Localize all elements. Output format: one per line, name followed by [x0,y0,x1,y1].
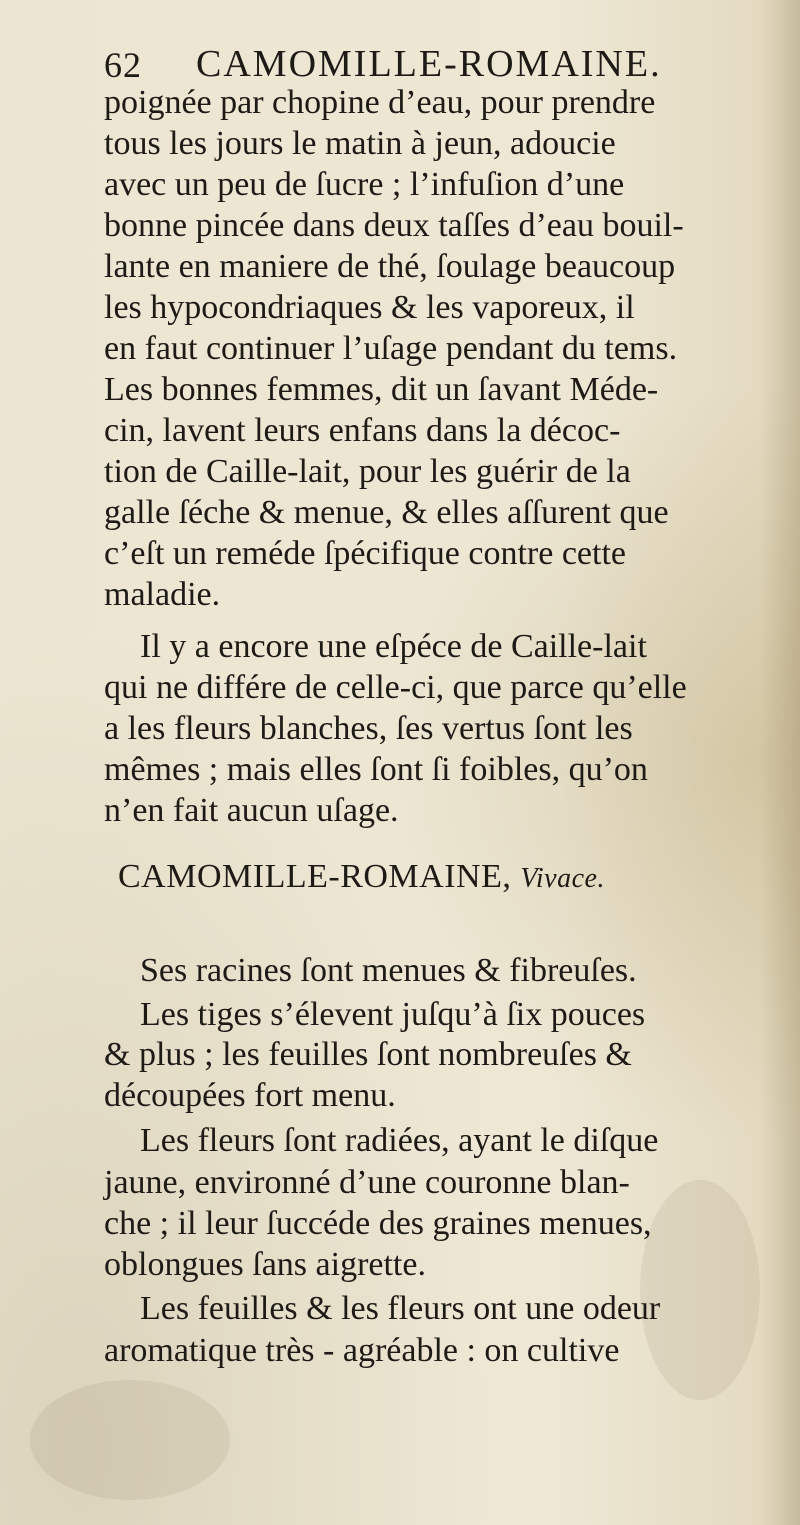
text-line: aromatique très - agréable : on cultive [104,1332,620,1369]
text-line: découpées fort menu. [104,1077,396,1114]
text-line: maladie. [104,576,221,613]
text-line: galle ſéche & menue, & elles aſſurent que [104,494,669,531]
text-line: avec un peu de ſucre ; l’infuſion d’une [104,166,625,203]
text-line: & plus ; les feuilles ſont nombreuſes & [104,1036,632,1073]
text-line: mêmes ; mais elles ſont ſi foibles, qu’on [104,751,648,788]
text-line: a les fleurs blanches, ſes vertus ſont les [104,710,633,747]
text-line: Il y a encore une eſpéce de Caille-lait [140,628,647,665]
text-line: che ; il leur ſuccéde des graines menues, [104,1205,652,1242]
text-line: tous les jours le matin à jeun, adoucie [104,125,616,162]
section-title: CAMOMILLE-ROMAINE, [118,858,512,895]
text-line: qui ne différe de celle-ci, que parce qu’elle [104,669,687,706]
page-gutter-shadow [760,0,800,1525]
text-line: Les feuilles & les fleurs ont une odeur [140,1290,661,1327]
text-line: jaune, environné d’une couronne blan- [104,1164,630,1201]
text-line: les hypocondriaques & les vaporeux, il [104,289,635,326]
page-number: 62 [104,45,142,85]
text-line: bonne pincée dans deux taſſes d’eau bouil- [104,207,684,244]
text-line: Ses racines ſont menues & fibreuſes. [140,952,637,989]
running-header [104,38,704,90]
text-line: Les fleurs ſont radiées, ayant le diſque [140,1122,659,1159]
text-line: Les tiges s’élevent juſqu’à ſix pouces [140,996,646,1033]
running-title: CAMOMILLE-ROMAINE. [196,43,662,85]
text-line: cin, lavent leurs enfans dans la décoc- [104,412,621,449]
text-line: lante en maniere de thé, ſoulage beaucoup [104,248,676,285]
section-subtitle: Vivace. [520,863,605,894]
text-line: n’en fait aucun uſage. [104,792,399,829]
text-line: c’eſt un reméde ſpécifique contre cette [104,535,626,572]
text-line: tion de Caille-lait, pour les guérir de la [104,453,631,490]
paper-stain [30,1380,230,1500]
text-line: oblongues ſans aigrette. [104,1246,426,1283]
text-line: poignée par chopine d’eau, pour prendre [104,84,656,121]
text-line: en faut continuer l’uſage pendant du tems. [104,330,678,367]
text-line: Les bonnes femmes, dit un ſavant Méde- [104,371,659,408]
section-heading [118,858,605,896]
